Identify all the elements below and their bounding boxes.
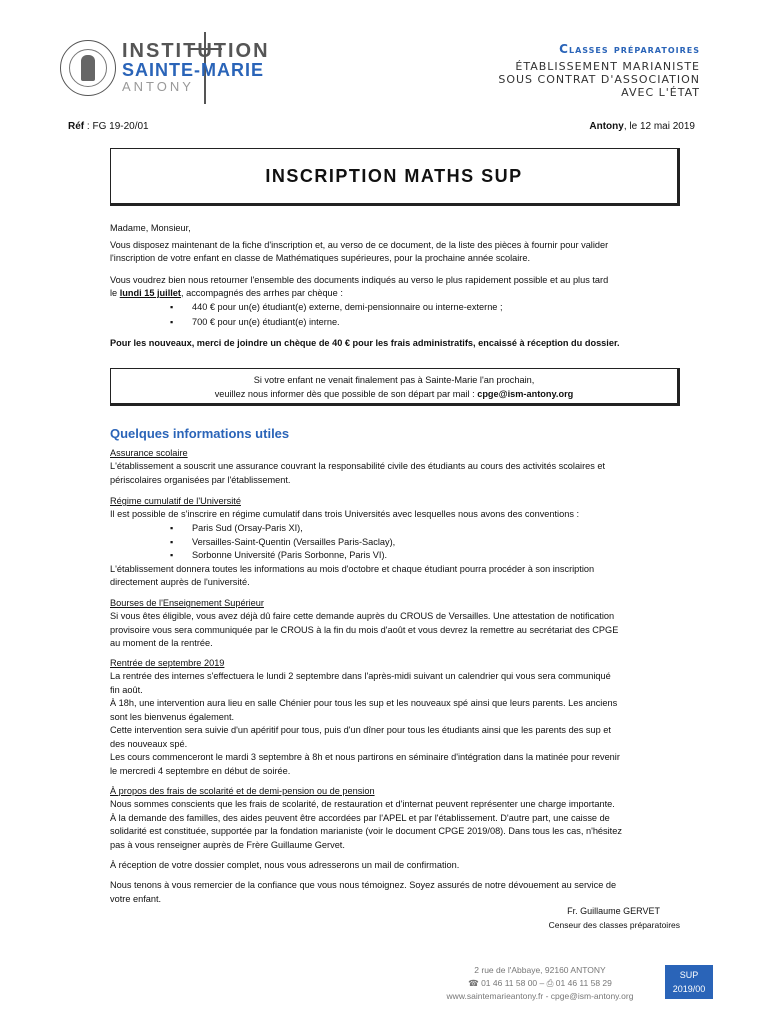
bourses-heading: Bourses de l'Enseignement Supérieur: [110, 598, 264, 608]
bullet-arrhes-externe: ▪ 440 € pour un(e) étudiant(e) externe, demi-pensionnaire ou interne-externe ;: [192, 301, 503, 315]
logo-line3: ANTONY: [122, 79, 194, 94]
deadline-date: lundi 15 juillet: [119, 288, 181, 298]
regime-line-2: L'établissement donnera toutes les informations au mois d'octobre et chaque étudiant pourra procéder à son inscription: [110, 564, 595, 574]
header-contrat: SOUS CONTRAT D'ASSOCIATION: [498, 73, 700, 86]
bullet-arrhes-interne: ▪ 700 € pour un(e) étudiant(e) interne.: [192, 316, 340, 330]
date-place: Antony: [589, 121, 624, 132]
date: [589, 121, 695, 132]
notice-text: veuillez nous informer dès que possible de son départ par mail :: [214, 389, 478, 399]
rentree-line-5: Cette intervention sera suivie d'un apéritif pour tous, puis d'un dîner pour tous les étudiants ainsi que les parents des sup et: [110, 725, 611, 735]
rentree-line-8: le mercredi 4 septembre en début de soirée.: [110, 766, 291, 776]
notice-box: [110, 368, 680, 406]
signature-name: Fr. Guillaume GERVET: [567, 906, 660, 916]
page-title: INSCRIPTION MATHS SUP: [265, 165, 523, 186]
bourses-line-3: au moment de la rentrée.: [110, 638, 213, 648]
paragraph-1-line-2: l'inscription de votre enfant en classe de Mathématiques supérieures, pour la prochaine année scolaire.: [110, 253, 531, 263]
bourses-line-1: Si vous êtes éligible, vous avez déjà dû faire cette demande auprès du CROUS de Versailles. Une attestation de notification: [110, 611, 615, 621]
assurance-line-1: L'établissement a souscrit une assurance couvrant la responsabilité civile des étudiants au cours des activités scolaires et: [110, 461, 606, 471]
frais-administratifs: Pour les nouveaux, merci de joindre un chèque de 40 € pour les frais administratifs, encaissé à réception du dossier.: [110, 338, 620, 348]
footer-phones: ☎ 01 46 11 58 00 – ⎙ 01 46 11 58 29: [468, 978, 612, 988]
header-etablissement: ÉTABLISSEMENT MARIANISTE: [515, 60, 700, 73]
thanks-line-1: Nous tenons à vous remercier de la confiance que vous nous témoignez. Soyez assurés de notre dévouement au service de: [110, 880, 617, 890]
paragraph-2-line-1: Vous voudrez bien nous retourner l'ensemble des documents indiqués au verso le plus rapidement possible et au plus tard: [110, 275, 609, 285]
regime-bullet-2: ▪ Versailles-Saint-Quentin (Versailles Paris-Saclay),: [192, 536, 395, 550]
ref-sep: :: [84, 121, 93, 132]
seal-figure: [81, 55, 95, 81]
document-badge: [665, 965, 713, 999]
frais-line-3: solidarité est constituée, supportée par la fondation marianiste (voir le document CPGE 2019/08). Dans tous les cas, n'hésitez: [110, 826, 622, 836]
regime-line-1: Il est possible de s'inscrire en régime cumulatif dans trois Universités avec lesquelles nous avons des conventions :: [110, 509, 580, 519]
ref-label: Réf: [68, 121, 85, 132]
rentree-line-6: des nouveaux spé.: [110, 739, 188, 749]
salutation: Madame, Monsieur,: [110, 223, 191, 233]
bourses-line-2: provisoire vous sera communiquée par le CROUS à la fin du mois d'août et vous devrez la remettre au secrétariat des CPGE: [110, 625, 619, 635]
notice-line-2: [111, 387, 677, 401]
logo-line2: SAINTE-MARIE: [122, 60, 264, 80]
footer-address: 2 rue de l'Abbaye, 92160 ANTONY: [474, 965, 606, 975]
footer-web[interactable]: www.saintemarieantony.fr - cpge@ism-antony.org: [446, 991, 634, 1001]
frais-heading: À propos des frais de scolarité et de demi-pension ou de pension: [110, 786, 375, 796]
frais-line-4: pas à vous renseigner auprès de Frère Guillaume Gervet.: [110, 840, 345, 850]
logo-line1: INSTITUTION: [122, 40, 270, 62]
badge-line-1: SUP: [679, 970, 699, 980]
confirmation-text: À réception de votre dossier complet, nous vous adresserons un mail de confirmation.: [110, 860, 460, 870]
assurance-line-2: périscolaires organisées par l'établissement.: [110, 475, 291, 485]
header-etat: AVEC L'ÉTAT: [621, 86, 700, 99]
badge-line-2: 2019/00: [672, 984, 706, 994]
rentree-line-3: À 18h, une intervention aura lieu en salle Chénier pour tous les sup et les nouveaux spé ainsi que leurs parents. Les anciens: [110, 698, 618, 708]
frais-line-1: Nous sommes conscients que les frais de scolarité, de restauration et d'internat peuvent représenter une charge importante.: [110, 799, 615, 809]
section-title: Quelques informations utiles: [110, 426, 290, 441]
notice-email[interactable]: cpge@ism-antony.org: [477, 389, 574, 399]
reference: [68, 121, 149, 132]
logo-seal: [60, 40, 116, 96]
paragraph-2-line-2: [110, 287, 700, 301]
p2-le: le: [110, 288, 120, 298]
signature-role: Censeur des classes préparatoires: [548, 920, 680, 930]
p2-rest: , accompagnés des arrhes par chèque :: [180, 288, 343, 298]
rentree-line-4: sont les bienvenus également.: [110, 712, 235, 722]
regime-heading: Régime cumulatif de l'Université: [110, 496, 241, 506]
notice-line-1: Si votre enfant ne venait finalement pas à Sainte-Marie l'an prochain,: [253, 375, 535, 385]
rentree-line-1: La rentrée des internes s'effectuera le lundi 2 septembre dans l'après-midi suivant un calendrier qui vous sera communiqué: [110, 671, 611, 681]
assurance-heading: Assurance scolaire: [110, 448, 188, 458]
rentree-line-2: fin août.: [110, 685, 143, 695]
rentree-heading: Rentrée de septembre 2019: [110, 658, 225, 668]
regime-bullet-1: ▪ Paris Sud (Orsay-Paris XI),: [192, 522, 303, 536]
paragraph-1-line-1: Vous disposez maintenant de la fiche d'inscription et, au verso de ce document, de la liste des pièces à fournir pour valider: [110, 240, 609, 250]
date-text: , le 12 mai 2019: [623, 121, 695, 132]
regime-bullet-3: ▪ Sorbonne Université (Paris Sorbonne, Paris VI).: [192, 549, 387, 563]
header-classes: Classes préparatoires: [559, 42, 700, 56]
thanks-line-2: votre enfant.: [110, 894, 162, 904]
rentree-line-7: Les cours commenceront le mardi 3 septembre à 8h et nous partirons en séminaire d'intégration dans la matinée pour revenir: [110, 752, 620, 762]
ref-value: FG 19-20/01: [92, 121, 149, 132]
frais-line-2: À la demande des familles, des aides peuvent être accordées par l'APEL et par l'établissement. D'autre part, une caisse de: [110, 813, 610, 823]
title-box: [110, 148, 680, 206]
regime-line-3: directement auprès de l'université.: [110, 577, 250, 587]
